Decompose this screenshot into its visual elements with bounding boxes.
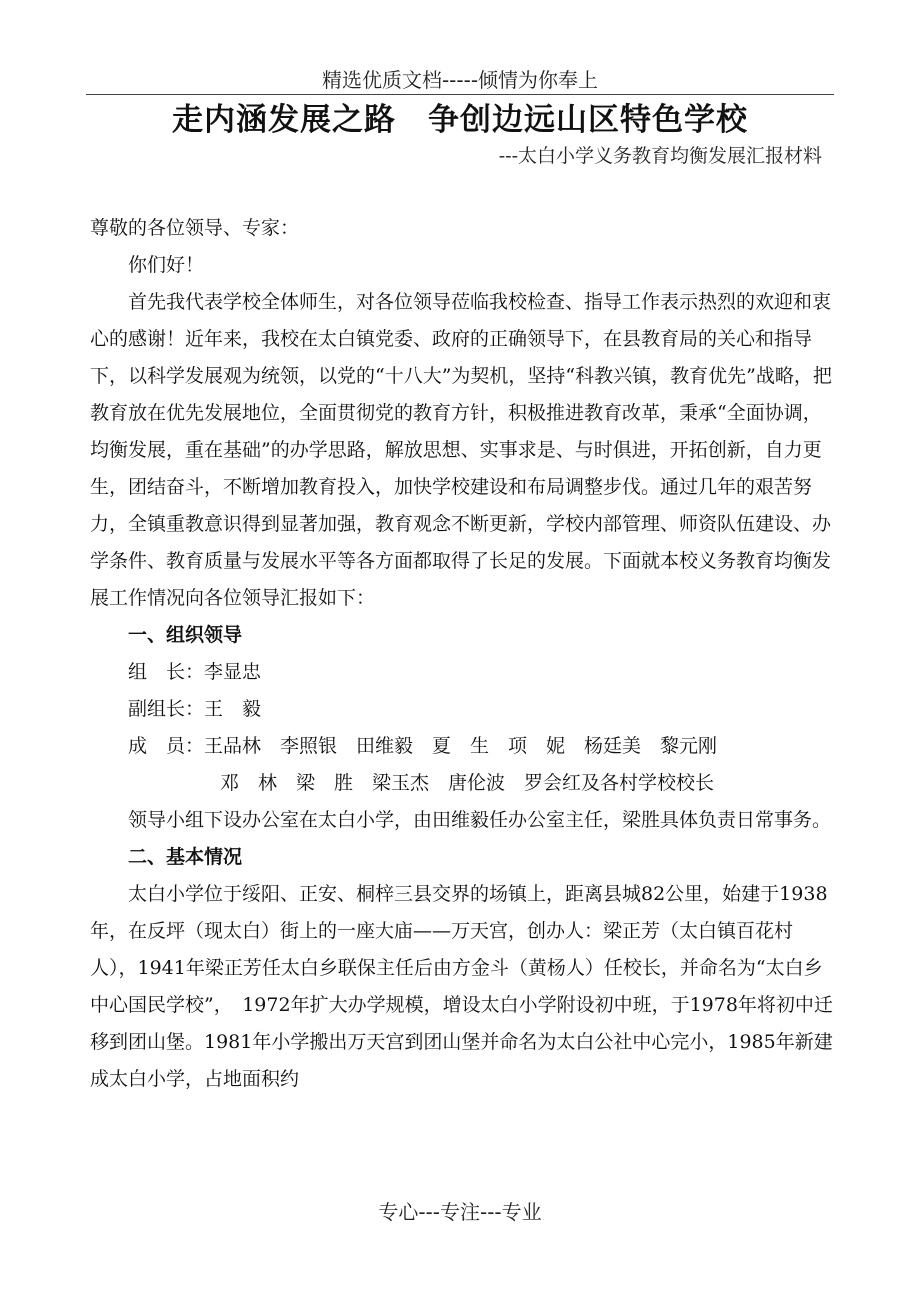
page-header: 精选优质文档-----倾情为你奉上 (321, 68, 599, 92)
deputy-leader: 副组长：王 毅 (128, 698, 262, 720)
salutation: 尊敬的各位领导、专家： (90, 217, 300, 239)
section-heading-basic-info: 二、基本情况 (128, 846, 243, 868)
section-heading-organization: 一、组织领导 (128, 624, 243, 646)
document-subtitle: ---太白小学义务教育均衡发展汇报材料 (498, 145, 822, 167)
group-leader: 组 长：李显忠 (128, 661, 262, 683)
intro-paragraph: 首先我代表学校全体师生，对各位领导莅临我校检查、指导工作表示热烈的欢迎和衷心的感谢！近年来，我校在太白镇党委、政府的正确领导下，在县教育局的关心和指导下，以科学发展观为统领，以党的“十八大”为契机，坚持“科教兴镇，教育优先”战略，把教育放在优先发展地位，全面贯彻党的教育方针，积极推进教育改革，秉承“全面协调，均衡发展，重在基础”的办学思路，解放思想、实事求是、与时俱进，开拓创新，自力更生，团结奋斗，不断增加教育投入，加快学校建设和布局调整步伐。通过几年的艰苦努力，全镇重教意识得到显著加强，教育观念不断更新，学校内部管理、师资队伍建设、办学条件、教育质量与发展水平等各方面都取得了长足的发展。下面就本校义务教育均衡发展工作情况向各位领导汇报如下： (90, 291, 832, 609)
members-line: 成 员：王品林 李照银 田维毅 夏 生 项 妮 杨廷美 黎元刚 (128, 735, 718, 757)
document-title: 走内涵发展之路 争创边远山区特色学校 (172, 102, 748, 138)
office-note: 领导小组下设办公室在太白小学，由田维毅任办公室主任，梁胜具体负责日常事务。 (128, 809, 832, 831)
greeting: 你们好！ (128, 254, 205, 276)
document-body (90, 210, 835, 1098)
basic-info-paragraph: 太白小学位于绥阳、正安、桐梓三县交界的场镇上，距离县城82公里，始建于1938年，在反坪（现太白）街上的一座大庙——万天宫，创办人：梁正芳（太白镇百花村人），1941年梁正芳任太白乡联保主任后由方金斗（黄杨人）任校长，并命名为“太白乡中心国民学校”， 1972年扩大办学规模，增设太白小学附设初中班，于1978年将初中迁移到团山堡。1981年小学搬出万天宫到团山堡并命名为太白公社中心完小，1985年新建成太白小学，占地面积约 (90, 883, 833, 1090)
page-footer: 专心---专注---专业 (378, 1200, 542, 1224)
members-line-continued: 邓 林 梁 胜 梁玉杰 唐伦波 罗会红及各村学校校长 (220, 772, 715, 794)
